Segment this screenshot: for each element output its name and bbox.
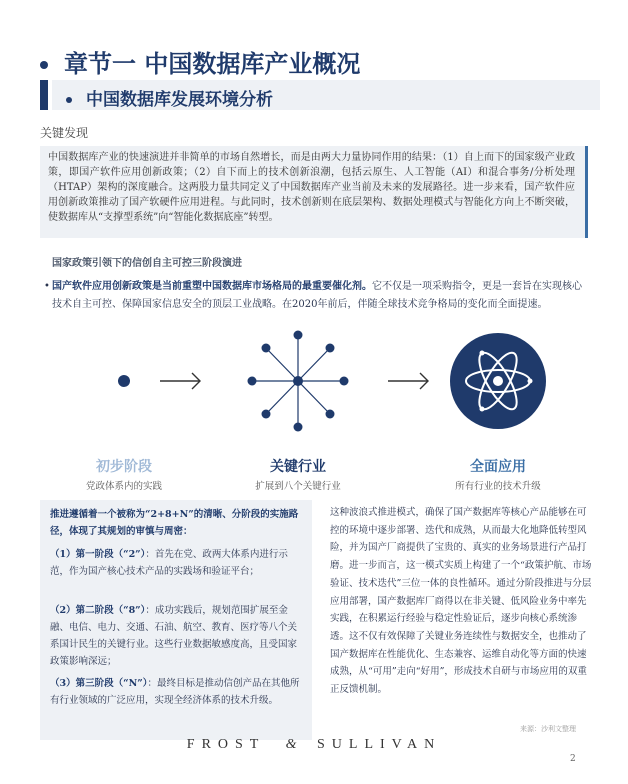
- policy-bullet: [44, 278, 586, 314]
- phase-3-text: ：最终目标是推动信创产品在其他所有行业领域的广泛应用，实现全经济体系的技术升级。: [50, 678, 300, 706]
- brand-frost: FROST: [186, 737, 266, 752]
- phase-3-label: （3）第三阶段（“N”）: [50, 678, 148, 689]
- policy-text: 它不仅是一项采购指令，更是一套旨在实现核心技术自主可控、保障国家信息安全的顶层工业战略。在2020年前后，伴随全球技术竞争格局的变化而全面提速。: [52, 281, 582, 310]
- footer-brand: [0, 737, 628, 753]
- atom-icon: [450, 333, 546, 429]
- bullet-dot: [40, 61, 48, 69]
- stages-diagram: [0, 320, 628, 450]
- stage-1-title: 初步阶段: [96, 459, 152, 475]
- phases-intro: [50, 506, 306, 540]
- chapter-title: [40, 44, 360, 79]
- phase-2-label: （2）第二阶段（“8”）: [50, 605, 146, 616]
- key-findings-label: 关键发现: [40, 126, 89, 140]
- phase-1-text: ：首先在党、政两大体系内进行示范，作为国产核心技术产品的实践场和验证平台；: [50, 549, 288, 577]
- stage-3-title: 全面应用: [470, 459, 526, 475]
- section-title-text: 中国数据库发展环境分析: [86, 90, 273, 110]
- phase-3: [50, 675, 306, 709]
- arrow-right-icon: [160, 373, 200, 389]
- key-findings-box: [40, 146, 588, 238]
- arrow-right-icon: [388, 373, 428, 389]
- brand-sullivan: SULLIVAN: [317, 737, 442, 752]
- bullet-dot: [66, 97, 72, 103]
- stage-1-subtitle: 党政体系内的实践: [85, 481, 162, 492]
- stage-2-title: 关键行业: [270, 459, 326, 475]
- key-findings-text: 中国数据库产业的快速演进并非简单的市场自然增长，而是由两大力量协同作用的结果：（1）自上而下的国家级产业政策，即国产软件应用创新政策；（2）自下而上的技术创新浪潮，包括云原生、人工智能（AI）和混合事务/分析处理（HTAP）架构的深度融合。这两股力量共同定义了中国数据库产业当前及未来的发展路径。进一步来看，国产软件应用创新政策推动了国产软硬件应用进程。与此同时，技术创新则在底层架构、数据处理模式与智能化方向上不断突破，使数据库从“支撑型系统”向“智能化数据底座”转型。: [48, 152, 575, 223]
- subsection-title: 国家政策引领下的信创自主可控三阶段演进: [52, 258, 242, 269]
- policy-highlight: 国产软件应用创新政策是当前重塑中国数据库市场格局的最重要催化剂。: [52, 281, 372, 292]
- phase-1-label: （1）第一阶段（“2”）: [50, 549, 146, 560]
- bullet-dot: •: [44, 281, 50, 292]
- phase-2-text: ：成功实践后，规划范围扩展至金融、电信、电力、交通、石油、航空、教育、医疗等八个关系国计民生的关键行业。这些行业数据敏感度高，且受国家政策影响深远；: [50, 605, 298, 667]
- phases-intro-text: 推进遵循着一个被称为“2+8+N”的清晰、分阶段的实施路径，体现了其规划的审慎与周密：: [50, 509, 299, 537]
- stage-2-subtitle: 扩展到八个关键行业: [255, 481, 341, 492]
- stage-3-subtitle: 所有行业的技术升级: [455, 481, 541, 492]
- section-accent-bar: [40, 80, 48, 110]
- phase-1: [50, 546, 306, 580]
- single-node-icon: [118, 375, 130, 387]
- section-title: [66, 85, 273, 110]
- chapter-title-text: 章节一 中国数据库产业概况: [64, 50, 361, 78]
- analysis-paragraph: 这种波浪式推进模式，确保了国产数据库等核心产品能够在可控的环境中逐步部署、迭代和成熟，从而最大化地降低转型风险，并为国产厂商提供了宝贵的、真实的业务场景进行产品打磨。进一步而言，这一模式实质上构建了一个“政策护航、市场验证、技术迭代”三位一体的良性循环。通过分阶段推进与分层应用部署，国产数据库厂商得以在非关键、低风险业务中率先实践，在积累运行经验与稳定性验证后，逐步向核心系统渗透。这不仅有效保障了关键业务连续性与数据安全，也推动了国产数据库在性能优化、生态兼容、运维自动化等方面的快速成熟，从“可用”走向“好用”，形成技术自研与市场应用的双重正反馈机制。: [330, 507, 592, 696]
- brand-ampersand: &: [285, 737, 297, 752]
- source-note: 来源：沙利文整理: [520, 725, 576, 733]
- phases-box: [40, 500, 312, 740]
- page-number: 2: [570, 754, 576, 764]
- phase-2: [50, 602, 306, 670]
